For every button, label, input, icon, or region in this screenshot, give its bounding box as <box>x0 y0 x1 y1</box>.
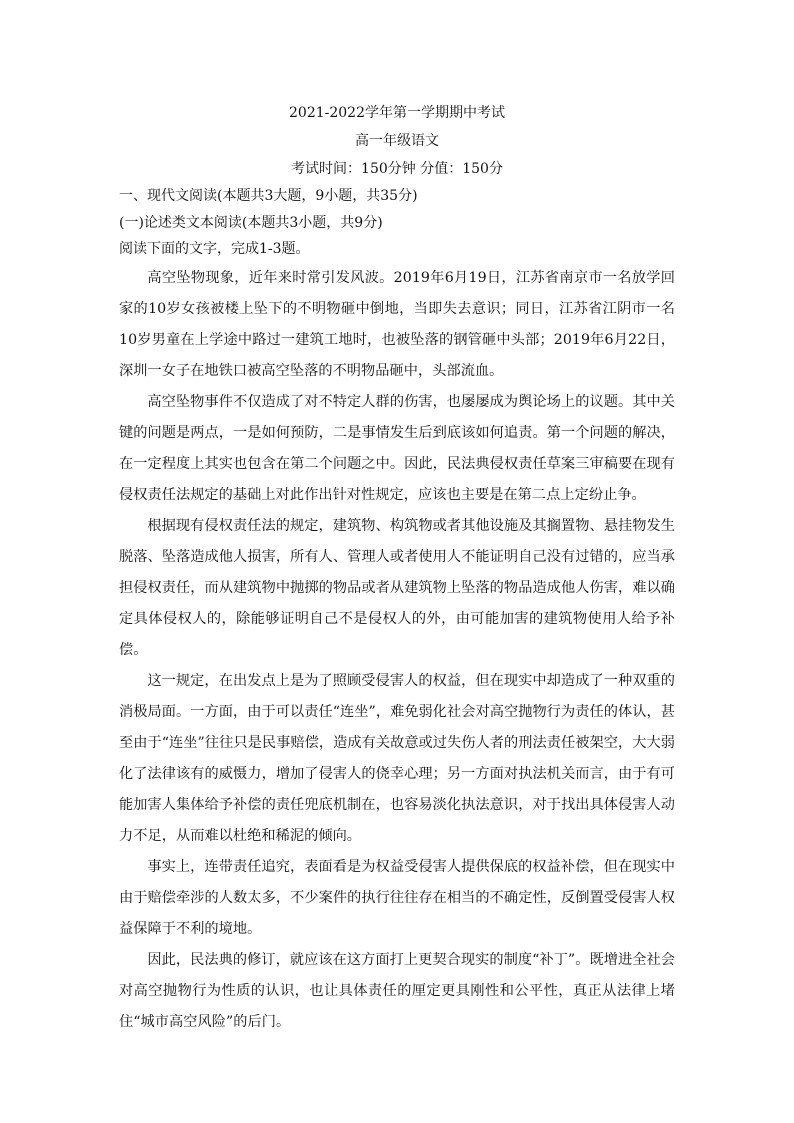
passage-paragraph: 高空坠物现象，近年来时常引发风波。2019年6月19日，江苏省南京市一名放学回家的10岁女孩被楼上坠下的不明物砸中倒地，当即失去意识；同日，江苏省江阴市一名10岁男童在上学途中路过一建筑工地时，也被坠落的钢管砸中头部；2019年6月22日，深圳一女子在地铁口被高空坠落的不明物品砸中，头部流血。 <box>119 270 675 379</box>
reading-passage <box>119 263 675 1038</box>
exam-title: 2021-2022学年第一学期期中考试 <box>289 105 505 121</box>
passage-paragraph: 根据现有侵权责任法的规定，建筑物、构筑物或者其他设施及其搁置物、悬挂物发生脱落、坠落造成他人损害，所有人、管理人或者使用人不能证明自己没有过错的，应当承担侵权责任，而从建筑物中抛掷的物品或者从建筑物上坠落的物品造成他人伤害，难以确定具体侵权人的，除能够证明自己不是侵权人的外，由可能加害的建筑物使用人给予补偿。 <box>119 518 675 658</box>
section-heading-part-one: 一、现代文阅读(本题共3大题，9小题，共35分) <box>119 188 418 204</box>
grade-subject: 高一年级语文 <box>355 133 439 149</box>
passage-paragraph: 这一规定，在出发点上是为了照顾受侵害人的权益，但在现实中却造成了一种双重的消极局面。一方面，由于可以责任“连坐”，难免弱化社会对高空抛物行为责任的体认，甚至由于“连坐”往往只是民事赔偿，造成有关故意或过失伤人者的刑法责任被架空，大大弱化了法律该有的威慑力，增加了侵害人的侥幸心理；另一方面对执法机关而言，由于有可能加害人集体给予补偿的责任兜底机制在，也容易淡化执法意识，对于找出具体侵害人动力不足，从而难以杜绝和稀泥的倾向。 <box>119 673 675 844</box>
reading-instruction: 阅读下面的文字，完成1-3题。 <box>119 241 310 257</box>
subsection-heading: (一)论述类文本阅读(本题共3小题，共9分) <box>119 215 383 231</box>
passage-paragraph: 高空坠物事件不仅造成了对不特定人群的伤害，也屡屡成为舆论场上的议题。其中关键的问题是两点，一是如何预防，二是事情发生后到底该如何追责。第一个问题的解决，在一定程度上其实也包含在第二个问题之中。因此，民法典侵权责任草案三审稿要在现有侵权责任法规定的基础上对此作出针对性规定，应该也主要是在第二点上定纷止争。 <box>119 394 675 503</box>
exam-info: 考试时间：150分钟 分值：150分 <box>291 161 503 177</box>
passage-paragraph: 因此，民法典的修订，就应该在这方面打上更契合现实的制度“补丁”。既增进全社会对高空抛物行为性质的认识，也让具体责任的厘定更具刚性和公平性，真正从法律上堵住“城市高空风险”的后门。 <box>119 952 675 1030</box>
exam-page <box>119 100 675 1038</box>
passage-paragraph: 事实上，连带责任追究，表面看是为权益受侵害人提供保底的权益补偿，但在现实中由于赔偿牵涉的人数太多，不少案件的执行往往存在相当的不确定性，反倒置受侵害人权益保障于不利的境地。 <box>119 859 675 937</box>
